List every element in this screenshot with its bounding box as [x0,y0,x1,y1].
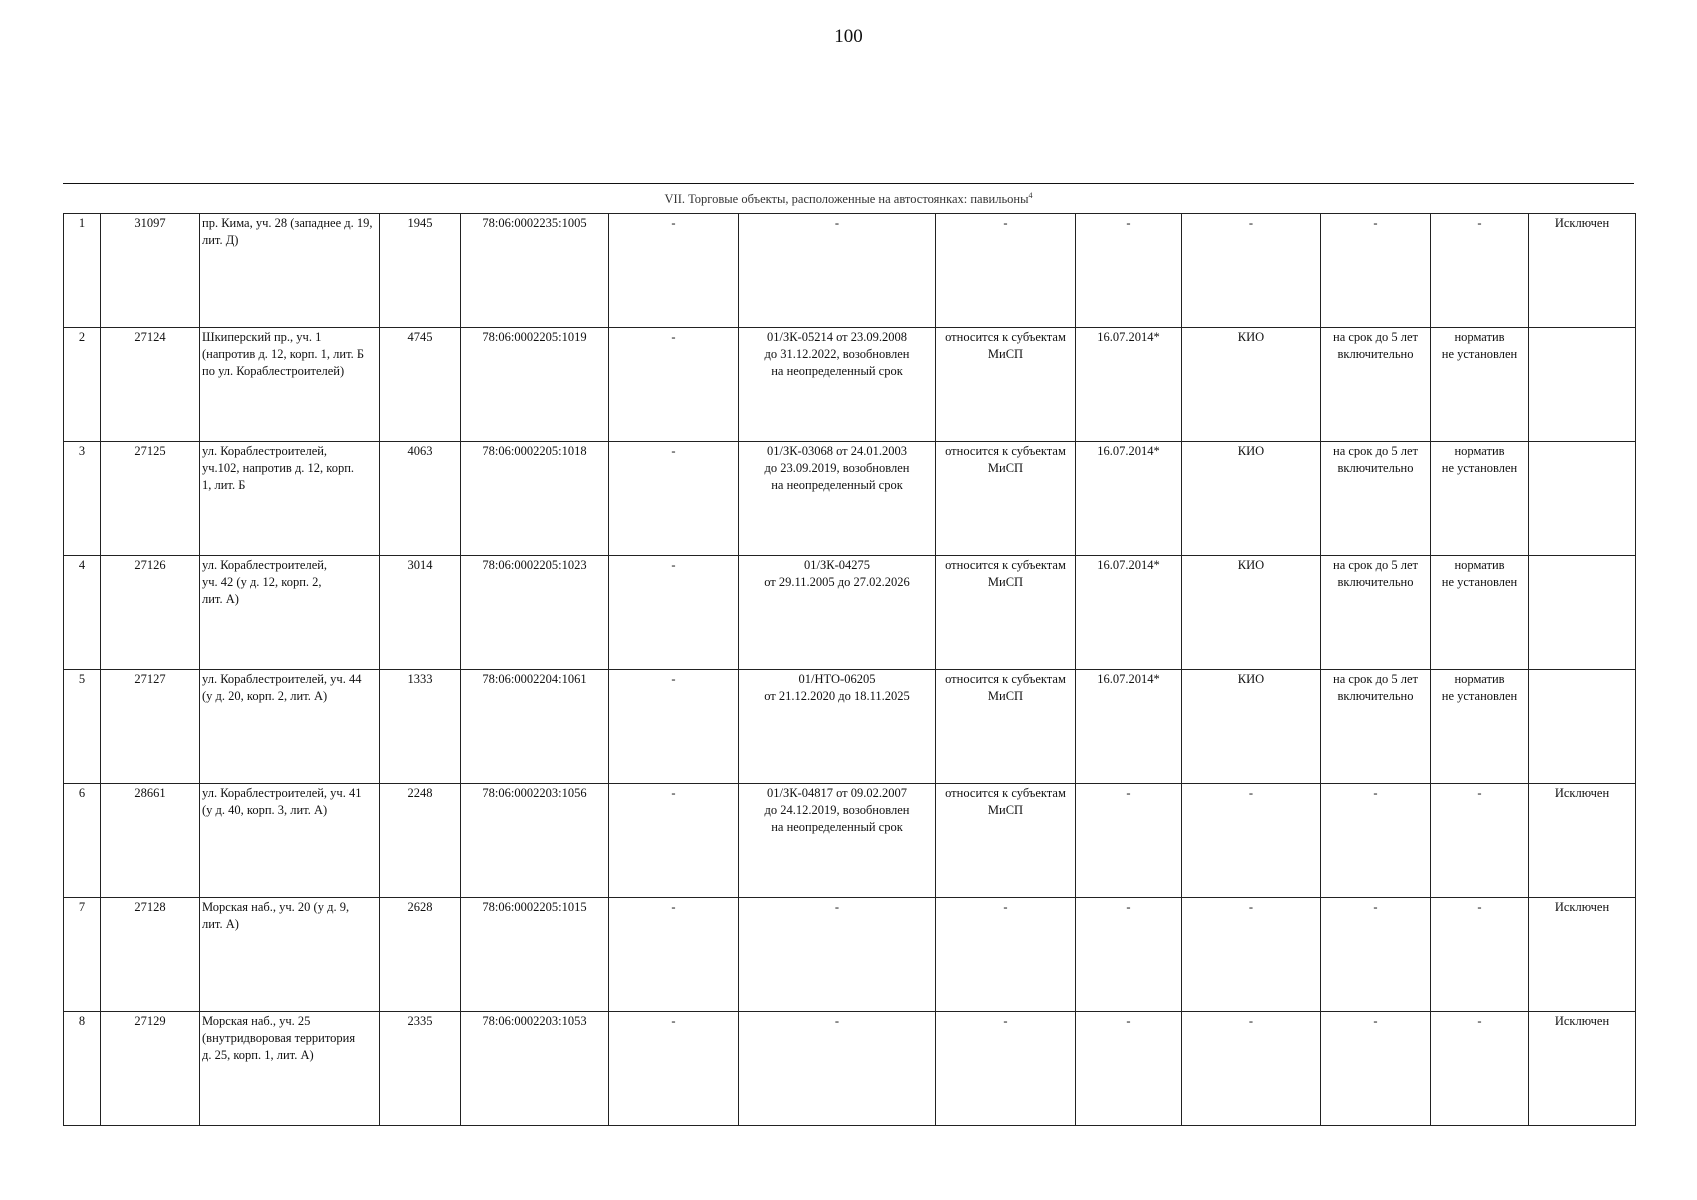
row-number: 2 [64,328,101,442]
norm-status: норматив не установлен [1431,442,1529,556]
smsp-status: - [936,1012,1076,1126]
norm-status: норматив не установлен [1431,328,1529,442]
inclusion-date: - [1076,1012,1182,1126]
row-note [1529,442,1636,556]
row-number: 6 [64,784,101,898]
row-note: Исключен [1529,898,1636,1012]
contract-info: 01/ЗК-04817 от 09.02.2007 до 24.12.2019, возобновлен на неопределенный срок [739,784,936,898]
placement-term: на срок до 5 лет включительно [1321,442,1431,556]
object-address: ул. Кораблестроителей, уч. 44 (у д. 20, корп. 2, лит. А) [200,670,380,784]
cadastral-number: 78:06:0002204:1061 [461,670,609,784]
object-area: 4063 [380,442,461,556]
object-id: 27124 [101,328,200,442]
object-area: 4745 [380,328,461,442]
table-row [64,1012,1636,1126]
inclusion-date: 16.07.2014* [1076,442,1182,556]
row-note [1529,556,1636,670]
table-row [64,442,1636,556]
object-address: пр. Кима, уч. 28 (западнее д. 19, лит. Д) [200,214,380,328]
cadastral-number: 78:06:0002205:1018 [461,442,609,556]
table-row [64,556,1636,670]
norm-status: - [1431,898,1529,1012]
table-row [64,784,1636,898]
smsp-status: - [936,214,1076,328]
object-area: 2248 [380,784,461,898]
object-id: 27127 [101,670,200,784]
smsp-status: относится к субъектам МиСП [936,670,1076,784]
object-id: 31097 [101,214,200,328]
responsible-organization: - [1182,214,1321,328]
contract-info: 01/НТО-06205 от 21.12.2020 до 18.11.2025 [739,670,936,784]
cadastral-number: 78:06:0002205:1019 [461,328,609,442]
object-id: 27129 [101,1012,200,1126]
inclusion-date: 16.07.2014* [1076,670,1182,784]
responsible-organization: - [1182,784,1321,898]
placement-term: - [1321,898,1431,1012]
cadastral-number: 78:06:0002203:1053 [461,1012,609,1126]
column-6-value: - [609,328,739,442]
column-6-value: - [609,442,739,556]
contract-info: - [739,214,936,328]
norm-status: норматив не установлен [1431,556,1529,670]
object-address: ул. Кораблестроителей, уч.102, напротив д. 12, корп. 1, лит. Б [200,442,380,556]
column-6-value: - [609,1012,739,1126]
placement-term: - [1321,1012,1431,1126]
object-address: Морская наб., уч. 20 (у д. 9, лит. А) [200,898,380,1012]
row-number: 5 [64,670,101,784]
placement-term: на срок до 5 лет включительно [1321,670,1431,784]
object-area: 2628 [380,898,461,1012]
top-rule [63,183,1634,184]
object-id: 27125 [101,442,200,556]
table-row [64,898,1636,1012]
cadastral-number: 78:06:0002203:1056 [461,784,609,898]
row-number: 3 [64,442,101,556]
responsible-organization: КИО [1182,556,1321,670]
inclusion-date: 16.07.2014* [1076,556,1182,670]
column-6-value: - [609,670,739,784]
responsible-organization: КИО [1182,328,1321,442]
smsp-status: относится к субъектам МиСП [936,784,1076,898]
contract-info: 01/ЗК-04275 от 29.11.2005 до 27.02.2026 [739,556,936,670]
cadastral-number: 78:06:0002205:1015 [461,898,609,1012]
responsible-organization: КИО [1182,670,1321,784]
smsp-status: относится к субъектам МиСП [936,442,1076,556]
contract-info: 01/ЗК-03068 от 24.01.2003 до 23.09.2019, возобновлен на неопределенный срок [739,442,936,556]
column-6-value: - [609,556,739,670]
placement-term: на срок до 5 лет включительно [1321,556,1431,670]
page-number: 100 [834,26,863,47]
row-note [1529,670,1636,784]
row-note: Исключен [1529,784,1636,898]
column-6-value: - [609,898,739,1012]
inclusion-date: - [1076,898,1182,1012]
norm-status: - [1431,1012,1529,1126]
section-title-text: VII. Торговые объекты, расположенные на автостоянках: павильоны [664,192,1029,207]
placement-term: - [1321,784,1431,898]
cadastral-number: 78:06:0002205:1023 [461,556,609,670]
norm-status: - [1431,784,1529,898]
norm-status: - [1431,214,1529,328]
table-row [64,214,1636,328]
row-note [1529,328,1636,442]
contract-info: - [739,898,936,1012]
object-address: ул. Кораблестроителей, уч. 41 (у д. 40, корп. 3, лит. А) [200,784,380,898]
object-area: 1945 [380,214,461,328]
row-number: 4 [64,556,101,670]
registry-rows [64,214,1636,1126]
object-id: 27126 [101,556,200,670]
placement-term: - [1321,214,1431,328]
table-row [64,328,1636,442]
row-note: Исключен [1529,214,1636,328]
inclusion-date: - [1076,214,1182,328]
row-number: 8 [64,1012,101,1126]
contract-info: 01/ЗК-05214 от 23.09.2008 до 31.12.2022, возобновлен на неопределенный срок [739,328,936,442]
table-row [64,670,1636,784]
contract-info: - [739,1012,936,1126]
norm-status: норматив не установлен [1431,670,1529,784]
row-number: 7 [64,898,101,1012]
object-address: Морская наб., уч. 25 (внутридворовая территория д. 25, корп. 1, лит. А) [200,1012,380,1126]
object-id: 28661 [101,784,200,898]
object-address: Шкиперский пр., уч. 1 (напротив д. 12, корп. 1, лит. Б по ул. Кораблестроителей) [200,328,380,442]
inclusion-date: 16.07.2014* [1076,328,1182,442]
object-area: 2335 [380,1012,461,1126]
row-note: Исключен [1529,1012,1636,1126]
smsp-status: относится к субъектам МиСП [936,556,1076,670]
responsible-organization: - [1182,898,1321,1012]
responsible-organization: КИО [1182,442,1321,556]
smsp-status: - [936,898,1076,1012]
column-6-value: - [609,784,739,898]
section-footnote-mark: 4 [1028,191,1033,200]
column-6-value: - [609,214,739,328]
object-area: 1333 [380,670,461,784]
responsible-organization: - [1182,1012,1321,1126]
object-address: ул. Кораблестроителей, уч. 42 (у д. 12, корп. 2, лит. А) [200,556,380,670]
smsp-status: относится к субъектам МиСП [936,328,1076,442]
object-area: 3014 [380,556,461,670]
cadastral-number: 78:06:0002235:1005 [461,214,609,328]
registry-table [63,213,1636,1126]
section-title [63,191,1634,207]
row-number: 1 [64,214,101,328]
placement-term: на срок до 5 лет включительно [1321,328,1431,442]
inclusion-date: - [1076,784,1182,898]
object-id: 27128 [101,898,200,1012]
